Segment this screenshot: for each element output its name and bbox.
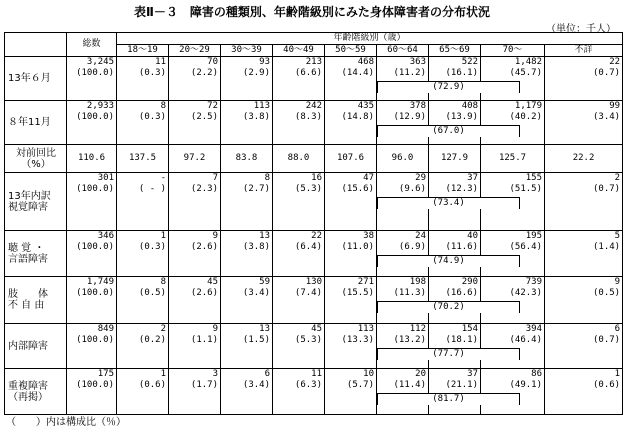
data-cell (545, 57, 623, 101)
cell-value: 1 (160, 369, 166, 379)
cell-value: 346 (97, 231, 114, 241)
data-cell (221, 101, 273, 145)
data-cell (429, 324, 481, 369)
cell-percent: (0.3) (138, 242, 166, 252)
data-cell (117, 101, 169, 145)
row-label-text: 肢 体 (8, 289, 48, 300)
ratio-cell: 125.7 (481, 145, 545, 173)
row-label (5, 277, 67, 324)
ratio-cell: 22.2 (545, 145, 623, 173)
cell-percent: (5.3) (294, 335, 322, 345)
cell-percent: (3.8) (242, 242, 270, 252)
data-cell (481, 277, 545, 324)
cell-percent: (42.3) (509, 288, 542, 298)
cell-percent: (11.6) (445, 242, 478, 252)
data-cell (221, 231, 273, 277)
cell-percent: (15.5) (341, 288, 374, 298)
data-cell (545, 101, 623, 145)
total-cell (67, 173, 117, 231)
cell-value: 175 (97, 369, 114, 379)
data-cell (545, 231, 623, 277)
row-label-text: 13年６月 (8, 73, 51, 84)
row-label-text: 言語障害 (8, 253, 48, 265)
data-cell (545, 173, 623, 231)
row-label (5, 369, 67, 415)
cell-value: 13 (259, 231, 270, 241)
cell-percent: (15.6) (341, 184, 374, 194)
data-cell (429, 57, 481, 101)
total-cell (67, 277, 117, 324)
cell-value: 16 (311, 173, 322, 183)
cell-percent: (16.1) (445, 68, 478, 78)
cell-value: 363 (409, 57, 426, 67)
data-cell (545, 277, 623, 324)
row-label-text: ８年11月 (8, 117, 51, 128)
disability-distribution-table (4, 32, 623, 415)
data-cell (169, 324, 221, 369)
total-cell (67, 101, 117, 145)
cell-percent: (100.0) (76, 242, 114, 252)
cell-value: 1 (160, 231, 166, 241)
data-cell (545, 369, 623, 415)
cell-percent: (14.4) (341, 68, 374, 78)
data-cell (221, 277, 273, 324)
cell-percent: (11.0) (341, 242, 374, 252)
cell-value: 522 (461, 57, 478, 67)
total-cell (67, 369, 117, 415)
data-cell (117, 277, 169, 324)
table-row (5, 173, 623, 231)
cell-percent: (2.9) (242, 68, 270, 78)
cell-percent: (1.7) (190, 380, 218, 390)
cell-value: 45 (311, 324, 322, 334)
cell-value: 1 (614, 369, 621, 379)
cell-percent: (6.4) (294, 242, 322, 252)
data-cell (273, 324, 325, 369)
cell-percent: (0.3) (138, 68, 166, 78)
row-label-text: 聴 覚 ・ (8, 242, 45, 254)
cell-percent: (3.8) (242, 112, 270, 122)
cell-value: 70 (207, 57, 218, 67)
cell-value: 38 (363, 231, 374, 241)
ratio-cell: 127.9 (429, 145, 481, 173)
cell-value: 242 (305, 101, 322, 111)
data-cell (325, 57, 377, 101)
cell-percent: (16.6) (445, 288, 478, 298)
cell-value: 40 (467, 231, 478, 241)
age-60-plus-subtotal: (72.9) (377, 81, 520, 93)
cell-value: 5 (614, 231, 621, 241)
cell-value: 72 (207, 101, 218, 111)
table-row (5, 101, 623, 145)
cell-percent: (100.0) (76, 112, 114, 122)
cell-percent: (51.5) (509, 184, 542, 194)
data-cell (325, 324, 377, 369)
row-label-text: 重複障害 (8, 380, 48, 392)
cell-value: 2,933 (86, 101, 114, 111)
row-label-text: 内部障害 (8, 340, 48, 352)
cell-percent: (13.3) (341, 335, 374, 345)
age-60-plus-subtotal: (74.9) (377, 255, 520, 267)
data-cell (325, 173, 377, 231)
cell-percent: (11.2) (393, 68, 426, 78)
cell-value: 47 (363, 173, 374, 183)
cell-percent: (3.4) (242, 288, 270, 298)
cell-value: 2 (614, 173, 621, 183)
cell-value: 849 (97, 324, 114, 334)
header-age: 50～59 (325, 45, 377, 57)
cell-percent: (100.0) (76, 288, 114, 298)
cell-percent: (2.6) (190, 242, 218, 252)
cell-percent: (12.9) (393, 112, 426, 122)
cell-percent: (13.9) (445, 112, 478, 122)
cell-percent: (5.7) (346, 380, 374, 390)
cell-value: 198 (409, 277, 426, 287)
cell-value: 301 (97, 173, 114, 183)
cell-percent: (3.4) (242, 380, 270, 390)
header-age: 18～19 (117, 45, 169, 57)
cell-percent: (56.4) (509, 242, 542, 252)
cell-value: 113 (357, 324, 374, 334)
cell-value: 739 (525, 277, 542, 287)
cell-percent: (1.1) (190, 335, 218, 345)
cell-percent: (2.2) (190, 68, 218, 78)
data-cell (481, 101, 545, 145)
age-60-plus-subtotal: (81.7) (377, 393, 520, 405)
age-60-plus-subtotal: (73.4) (377, 197, 520, 209)
cell-percent: (8.3) (294, 112, 322, 122)
cell-percent: (40.2) (509, 112, 542, 122)
table-row (5, 324, 623, 369)
cell-value: 112 (409, 324, 426, 334)
table-row (5, 231, 623, 277)
data-cell (273, 231, 325, 277)
data-cell (169, 369, 221, 415)
data-cell (429, 231, 481, 277)
cell-value: 290 (461, 277, 478, 287)
cell-value: 195 (525, 231, 542, 241)
ratio-cell: 96.0 (377, 145, 429, 173)
cell-percent: (0.6) (138, 380, 166, 390)
cell-percent: (49.1) (509, 380, 542, 390)
cell-value: 6 (614, 324, 621, 334)
data-cell (481, 231, 545, 277)
data-cell (221, 57, 273, 101)
data-cell (273, 173, 325, 231)
cell-value: 37 (467, 173, 478, 183)
data-cell (481, 369, 545, 415)
cell-percent: (11.3) (393, 288, 426, 298)
cell-percent: (14.8) (341, 112, 374, 122)
cell-value: 2 (160, 324, 166, 334)
data-cell (117, 231, 169, 277)
header-age: 40～49 (273, 45, 325, 57)
cell-value: 394 (525, 324, 542, 334)
ratio-unit: （%） (21, 158, 51, 170)
data-cell (273, 369, 325, 415)
cell-percent: (6.6) (294, 68, 322, 78)
cell-value: 10 (363, 369, 374, 379)
row-label (5, 173, 67, 231)
cell-value: 37 (467, 369, 478, 379)
cell-value: 6 (264, 369, 270, 379)
table-row (5, 369, 623, 415)
age-60-plus-subtotal: (67.0) (377, 125, 520, 137)
row-label-ratio (5, 145, 67, 173)
cell-value: 24 (415, 231, 426, 241)
row-label (5, 231, 67, 277)
ratio-cell: 83.8 (221, 145, 273, 173)
cell-value: 1,482 (514, 57, 542, 67)
cell-percent: (2.7) (242, 184, 270, 194)
table-row (5, 277, 623, 324)
ratio-cell: 97.2 (169, 145, 221, 173)
cell-value: 11 (311, 369, 322, 379)
ratio-cell: 137.5 (117, 145, 169, 173)
cell-percent: (0.7) (593, 335, 621, 345)
data-cell (545, 324, 623, 369)
row-label (5, 57, 67, 101)
cell-value: 1,179 (514, 101, 542, 111)
data-cell (169, 101, 221, 145)
ratio-label: 対前回比 (16, 147, 56, 159)
data-cell (117, 369, 169, 415)
data-cell (273, 277, 325, 324)
cell-value: 213 (305, 57, 322, 67)
cell-value: 130 (305, 277, 322, 287)
total-cell (67, 57, 117, 101)
cell-percent: (3.4) (593, 112, 621, 122)
age-60-plus-subtotal: (77.7) (377, 348, 520, 360)
cell-value: 9 (212, 324, 218, 334)
cell-value: 59 (259, 277, 270, 287)
data-cell (273, 101, 325, 145)
cell-percent: (6.9) (398, 242, 426, 252)
cell-value: 8 (160, 277, 166, 287)
row-label (5, 101, 67, 145)
data-cell (325, 231, 377, 277)
cell-percent: (1.5) (242, 335, 270, 345)
cell-percent: (2.3) (190, 184, 218, 194)
cell-percent: (0.2) (138, 335, 166, 345)
data-cell (325, 369, 377, 415)
data-cell (169, 277, 221, 324)
data-cell (169, 173, 221, 231)
row-label-text: 13年内訳 (8, 190, 51, 202)
cell-percent: (2.6) (190, 288, 218, 298)
cell-value: 45 (207, 277, 218, 287)
cell-value: 29 (415, 173, 426, 183)
cell-value: 22 (609, 57, 621, 67)
data-cell (169, 231, 221, 277)
data-cell (481, 57, 545, 101)
corner-cell (5, 33, 67, 57)
cell-percent: (0.5) (138, 288, 166, 298)
header-age: 60～64 (377, 45, 429, 57)
cell-value: 8 (264, 173, 270, 183)
cell-percent: (12.3) (445, 184, 478, 194)
ratio-cell: 88.0 (273, 145, 325, 173)
cell-value: - (160, 173, 166, 183)
cell-value: 9 (614, 277, 621, 287)
cell-value: 3,245 (86, 57, 114, 67)
data-cell (221, 324, 273, 369)
cell-value: 93 (259, 57, 270, 67)
cell-value: 99 (609, 101, 621, 111)
data-cell (325, 277, 377, 324)
cell-value: 113 (253, 101, 270, 111)
ratio-total: 110.6 (67, 145, 117, 173)
cell-percent: (0.7) (593, 184, 621, 194)
cell-percent: (2.5) (190, 112, 218, 122)
cell-percent: (18.1) (445, 335, 478, 345)
cell-percent: (13.2) (393, 335, 426, 345)
cell-value: 20 (415, 369, 426, 379)
cell-percent: (9.6) (398, 184, 426, 194)
data-cell (117, 57, 169, 101)
cell-value: 468 (357, 57, 374, 67)
cell-percent: (45.7) (509, 68, 542, 78)
cell-value: 13 (259, 324, 270, 334)
cell-value: 8 (160, 101, 166, 111)
cell-percent: (1.4) (593, 242, 621, 252)
cell-value: 22 (311, 231, 322, 241)
cell-value: 435 (357, 101, 374, 111)
cell-percent: (46.4) (509, 335, 542, 345)
cell-percent: (11.4) (393, 380, 426, 390)
cell-percent: (0.5) (593, 288, 621, 298)
cell-value: 9 (212, 231, 218, 241)
cell-value: 271 (357, 277, 374, 287)
header-age: 70～ (481, 45, 545, 57)
data-cell (221, 173, 273, 231)
header-age: 20～29 (169, 45, 221, 57)
header-age: 65～69 (429, 45, 481, 57)
data-cell (273, 57, 325, 101)
cell-percent: (0.3) (138, 112, 166, 122)
header-age-unknown: 不詳 (545, 45, 623, 57)
cell-percent: (0.6) (593, 380, 621, 390)
total-cell (67, 324, 117, 369)
table-title: 表Ⅱ－３ 障害の種類別、年齢階級別にみた身体障害者の分布状況 (134, 5, 490, 19)
cell-value: 3 (212, 369, 218, 379)
cell-value: 1,749 (86, 277, 114, 287)
data-cell (169, 57, 221, 101)
unit-label: （単位：千人） (546, 24, 616, 35)
cell-percent: (21.1) (445, 380, 478, 390)
data-cell (429, 277, 481, 324)
cell-value: 154 (461, 324, 478, 334)
header-age: 30～39 (221, 45, 273, 57)
cell-value: 155 (525, 173, 542, 183)
data-cell (117, 324, 169, 369)
cell-value: 11 (155, 57, 166, 67)
cell-percent: (100.0) (76, 335, 114, 345)
data-cell (481, 324, 545, 369)
data-cell (221, 369, 273, 415)
table-row (5, 57, 623, 101)
row-label-text: 不 自 由 (8, 300, 45, 311)
row-label-text: （再掲） (8, 391, 48, 403)
cell-percent: (7.4) (294, 288, 322, 298)
age-60-plus-subtotal: (70.2) (377, 301, 520, 313)
footnote: （ ）内は構成比（％） (6, 417, 126, 428)
ratio-cell: 107.6 (325, 145, 377, 173)
row-label (5, 324, 67, 369)
total-cell (67, 231, 117, 277)
cell-value: 378 (409, 101, 426, 111)
header-age-group: 年齢階級別（歳） (117, 33, 623, 45)
cell-percent: (6.3) (294, 380, 322, 390)
cell-percent: (100.0) (76, 68, 114, 78)
data-cell (117, 173, 169, 231)
row-label-text: 視覚障害 (8, 201, 48, 213)
cell-percent: (100.0) (76, 380, 114, 390)
cell-value: 7 (212, 173, 218, 183)
data-cell (325, 101, 377, 145)
cell-percent: (5.3) (294, 184, 322, 194)
cell-value: 408 (461, 101, 478, 111)
cell-value: 86 (531, 369, 542, 379)
cell-percent: (0.7) (593, 68, 621, 78)
cell-percent: ( - ) (138, 184, 166, 194)
data-cell (429, 101, 481, 145)
header-total: 総数 (67, 33, 117, 57)
data-cell (429, 369, 481, 415)
cell-percent: (100.0) (76, 184, 114, 194)
